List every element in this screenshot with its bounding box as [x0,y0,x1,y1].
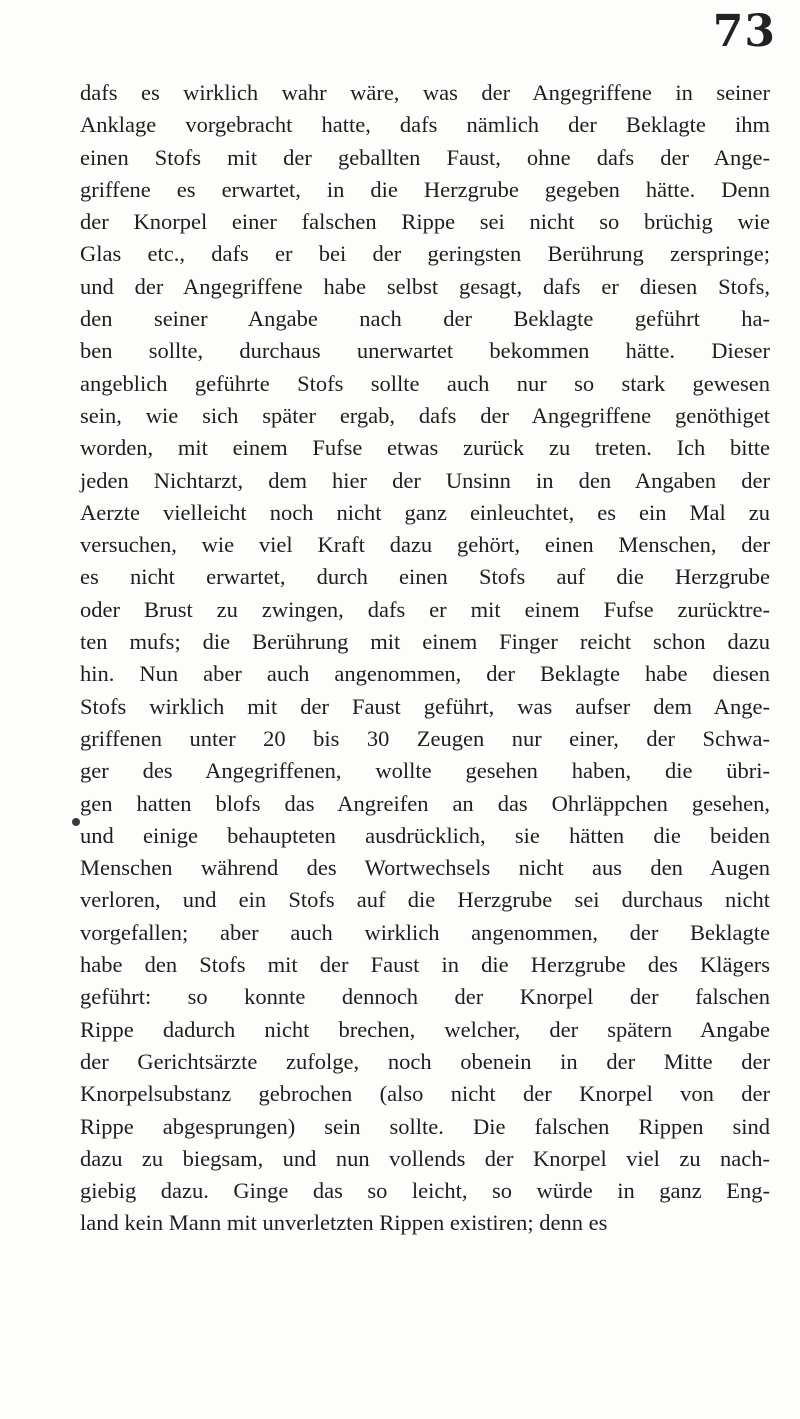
body-text [80,77,770,1240]
text-line [80,238,770,270]
text-line [80,1207,770,1239]
text-line [80,142,770,174]
text-line [80,788,770,820]
text-line [80,658,770,690]
text-line-content: der Knorpel einer falschen Rippe sei nicht so brüchig wie [80,209,770,235]
text-line [80,368,770,400]
text-line [80,1046,770,1078]
text-line-content: Rippe dadurch nicht brechen, welcher, der spätern Angabe [80,1016,770,1042]
text-line-content: der Gerichtsärzte zufolge, noch obenein in der Mitte der [80,1048,770,1074]
text-line-content: ger des Angegriffenen, wollte gesehen haben, die übri- [80,758,771,784]
text-line-content: griffenen unter 20 bis 30 Zeugen nur einer, der Schwa- [80,725,770,751]
text-line [80,1014,770,1046]
text-line-content: Rippe abgesprungen) sein sollte. Die falschen Rippen sind [80,1113,771,1139]
text-line [80,820,770,852]
text-line-content: vorgefallen; aber auch wirklich angenommen, der Beklagte [80,919,770,945]
text-line-content: dafs es wirklich wahr wäre, was der Angegriffene in seiner [80,80,771,105]
text-line [80,303,770,335]
text-line-content: sein, wie sich später ergab, dafs der Angegriffene genöthiget [80,402,770,428]
text-line-content: worden, mit einem Fufse etwas zurück zu treten. Ich bitte [80,435,771,461]
text-line-content: den seiner Angabe nach der Beklagte geführt ha- [80,306,770,332]
text-line [80,755,770,787]
text-line [80,77,770,109]
text-line-content: Glas etc., dafs er bei der geringsten Berührung zerspringe; [80,241,771,267]
text-line [80,174,770,206]
text-line-content: land kein Mann mit unverletzten Rippen existiren; denn es [80,1210,608,1236]
text-line-content: und einige behaupteten ausdrücklich, sie hätten die beiden [80,822,771,848]
text-line [80,949,770,981]
text-line [80,917,770,949]
text-line [80,1143,770,1175]
text-line-content: und der Angegriffene habe selbst gesagt, dafs er diesen Stofs, [80,273,770,299]
text-line [80,432,770,464]
text-line-content: Menschen während des Wortwechsels nicht aus den Augen [80,855,771,881]
text-line [80,497,770,529]
text-line [80,465,770,497]
text-line-content: jeden Nichtarzt, dem hier der Unsinn in den Angaben der [80,467,770,493]
text-line-content: verloren, und ein Stofs auf die Herzgrube sei durchaus nicht [80,887,771,913]
text-line-content: Aerzte vielleicht noch nicht ganz einleuchtet, es ein Mal zu [80,499,771,525]
text-line-content: ten mufs; die Berührung mit einem Finger reicht schon dazu [80,629,770,655]
text-line-content: hin. Nun aber auch angenommen, der Beklagte habe diesen [80,661,771,687]
text-line-content: giebig dazu. Ginge das so leicht, so würde in ganz Eng- [80,1178,771,1204]
text-line-content: versuchen, wie viel Kraft dazu gehört, einen Menschen, der [80,532,771,558]
text-line [80,561,770,593]
text-line [80,109,770,141]
text-line-content: Anklage vorgebracht hatte, dafs nämlich der Beklagte ihm [80,112,771,138]
ink-spot [72,818,80,826]
text-line [80,852,770,884]
text-line-content: angeblich geführte Stofs sollte auch nur so stark gewesen [80,370,771,396]
text-line [80,1175,770,1207]
text-line [80,400,770,432]
text-line-content: geführt: so konnte dennoch der Knorpel der falschen [80,984,771,1010]
text-line [80,335,770,367]
text-line-content: Knorpelsubstanz gebrochen (also nicht der Knorpel von der [80,1081,770,1107]
text-line-content: griffene es erwartet, in die Herzgrube gegeben hätte. Denn [80,176,770,202]
text-line-content: einen Stofs mit der geballten Faust, ohne dafs der Ange- [80,144,770,170]
text-line-content: Stofs wirklich mit der Faust geführt, was aufser dem Ange- [80,693,770,719]
text-line-content: dazu zu biegsam, und nun vollends der Knorpel viel zu nach- [80,1145,771,1171]
text-line-content: ben sollte, durchaus unerwartet bekommen hätte. Dieser [80,338,770,364]
text-line-content: habe den Stofs mit der Faust in die Herzgrube des Klägers [80,952,770,978]
text-line [80,884,770,916]
text-line [80,529,770,561]
text-line [80,723,770,755]
text-line [80,1078,770,1110]
text-line-content: oder Brust zu zwingen, dafs er mit einem Fufse zurücktre- [80,596,770,622]
text-line [80,626,770,658]
text-line [80,691,770,723]
text-line [80,981,770,1013]
text-line-content: gen hatten blofs das Angreifen an das Ohrläppchen gesehen, [80,790,770,816]
page-number: 73 [712,6,776,57]
text-line-content: es nicht erwartet, durch einen Stofs auf die Herzgrube [80,564,770,590]
text-line [80,1111,770,1143]
text-line [80,271,770,303]
text-line [80,594,770,626]
text-line [80,206,770,238]
